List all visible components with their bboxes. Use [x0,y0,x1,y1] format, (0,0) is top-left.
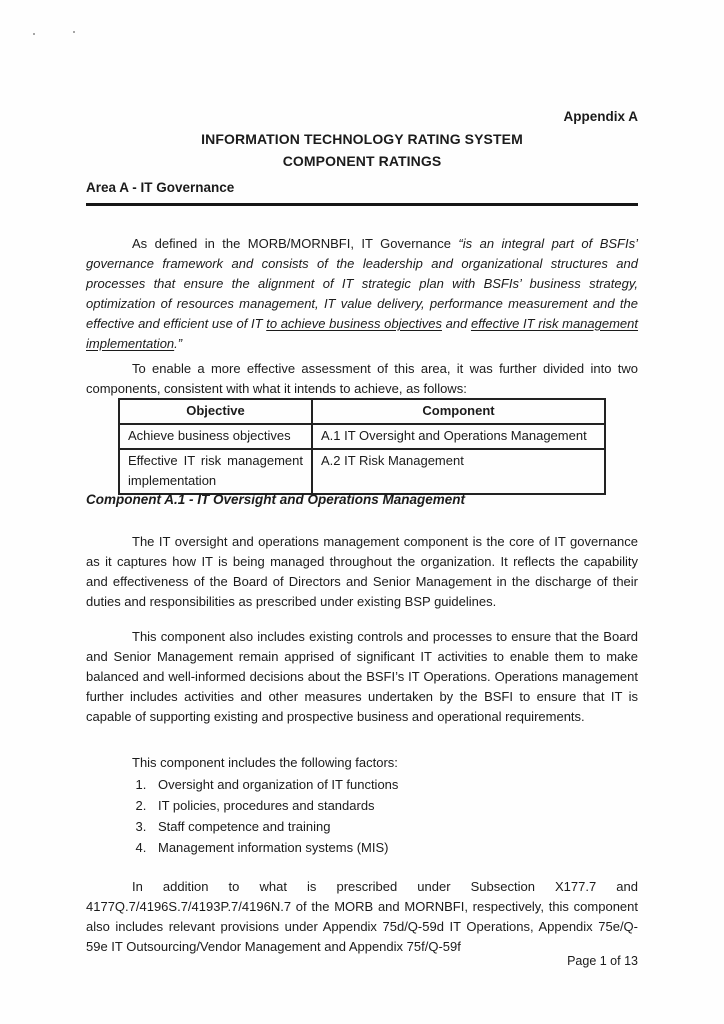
paragraph-two-components: To enable a more effective assessment of this area, it was further divided into two components, consistent with what it intends to achieve, as follows: [86,361,638,396]
objective-component-table-container [118,398,604,495]
factors-list [86,775,638,858]
document-title-line-1: INFORMATION TECHNOLOGY RATING SYSTEM [201,131,523,147]
quoted-connector-text: and [441,316,471,331]
objective-component-table [118,398,606,495]
table-cell-component-1: A.1 IT Oversight and Operations Management [312,424,605,449]
paragraph-factors-intro: This component includes the following factors: [132,755,398,770]
table-cell-objective-1: Achieve business objectives [119,424,312,449]
factors-list-container [86,775,638,859]
paragraph-subsection-references: In addition to what is prescribed under Subsection X177.7 and 4177Q.7/4196S.7/4193P.7/4196N.7 of the MORB and MORNBFI, respectively, this component also includes relevant provisions under Appendix 75d/Q-59d IT Operations, Appendix 75e/Q-59e IT Outsourcing/Vendor Management and Appendix 75f/Q-59f [86,879,638,954]
factor-item: 4. Management information systems (MIS) [150,838,638,858]
quote-closing-text: .” [174,336,183,351]
scan-artifact [73,31,75,33]
table-header-objective: Objective [119,399,312,424]
factor-item: 2. IT policies, procedures and standards [150,796,638,816]
table-row [119,424,605,449]
factor-item: 1. Oversight and organization of IT functions [150,775,638,795]
factor-item: 3. Staff competence and training [150,817,638,837]
underlined-phrase-business-objectives: to achieve business objectives [266,316,442,331]
appendix-label: Appendix A [563,109,638,124]
paragraph-controls-processes: This component also includes existing controls and processes to ensure that the Board and Senior Management remain apprised of significant IT activities to enable them to make balanced and well-informed decisions about the BSFI’s IT Operations. Operations management further includes activities and other measures undertaken by the BSFI to ensure that IT is capable of supporting existing and prospective business and operational requirements. [86,629,638,724]
table-header-component: Component [312,399,605,424]
table-cell-objective-2: Effective IT risk management implementation [119,449,312,494]
document-title-line-2: COMPONENT RATINGS [282,153,442,169]
table-cell-component-2: A.2 IT Risk Management [312,449,605,494]
paragraph-it-governance-definition [86,234,638,354]
table-row [119,449,605,494]
page-footer: Page 1 of 13 [567,954,638,968]
paragraph-component-core: The IT oversight and operations management component is the core of IT governance as it captures how IT is being managed throughout the organization. It reflects the capability and effectiveness of the Board of Directors and Senior Management in the discharge of their duties and responsibilities as prescribed under existing BSP guidelines. [86,534,638,609]
quoted-definition-text: “is an integral part of BSFIs’ governance framework and consists of the leadership and organizational structures and processes that ensure the alignment of IT strategic plan with BSFIs’ business strategy, optimization of resources management, IT value delivery, performance measurement and the effective and efficient use of IT [86,236,638,331]
section-heading-area-a: Area A - IT Governance [86,178,638,206]
underlined-phrase-risk-management: effective IT risk management implementation [86,316,639,351]
scan-artifact [33,33,35,35]
table-header-row [119,399,605,424]
paragraph-lead-text: As defined in the MORB/MORNBFI, IT Governance [132,236,459,251]
component-a1-heading: Component A.1 - IT Oversight and Operations Management [86,492,466,507]
